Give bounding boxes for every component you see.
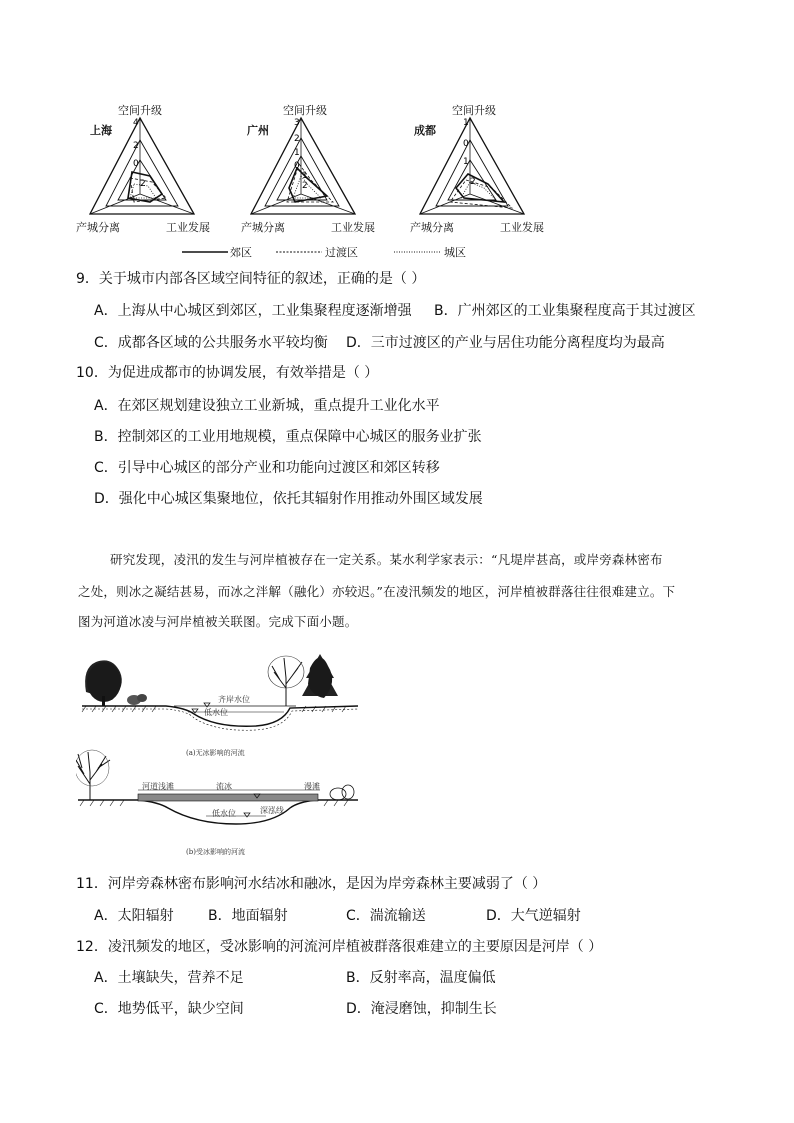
caption-a: (a)无冰影响的河流 — [186, 749, 245, 757]
label-high-water: 齐岸水位 — [218, 695, 250, 704]
axis-label-top: 空间升级 — [452, 104, 496, 117]
option-d[interactable]: D．大气逆辐射 — [486, 908, 581, 924]
axis-label-left: 产城分离 — [410, 221, 454, 234]
label-thalweg: 深泓线 — [260, 806, 284, 815]
question-stem: 12．凌汛频发的地区，受冰影响的河流河岸植被群落很难建立的主要原因是河岸（ ） — [76, 939, 603, 955]
label-drift-ice: 流冰 — [216, 782, 232, 791]
radar-chart-shanghai — [70, 98, 230, 238]
radar-chart-chengdu — [400, 98, 560, 238]
question-stem: 10．为促进成都市的协调发展，有效举措是（ ） — [76, 365, 379, 381]
label-channel-shoal: 河道浅滩 — [142, 782, 174, 791]
tick-label: 0 — [133, 159, 139, 169]
river-a-illustration — [82, 654, 358, 730]
option-c[interactable]: C．湍流输送 — [346, 908, 426, 924]
passage-line-1: 研究发现，凌汛的发生与河岸植被存在一定关系。某水利学家表示：“凡堤岸甚高，或岸旁森林密布 — [110, 552, 663, 567]
label-low-water: 低水位 — [204, 708, 228, 717]
question-stem: 9．关于城市内部各区域空间特征的叙述，正确的是（ ） — [76, 271, 426, 287]
river-figure — [76, 648, 366, 860]
tick-label: 4 — [133, 118, 139, 128]
caption-b: (b)受冰影响的河流 — [186, 848, 245, 856]
radar-plot — [235, 98, 395, 238]
tick-label: 3 — [294, 118, 300, 128]
tick-label: 1 — [294, 148, 300, 158]
axis-label-left: 产城分离 — [241, 221, 285, 234]
option-a[interactable]: A．太阳辐射 — [94, 908, 174, 924]
radar-legend — [180, 244, 540, 260]
tick-label: 2 — [140, 179, 146, 189]
tick-label: 0 — [294, 161, 300, 171]
option-c[interactable]: C．地势低平，缺少空间 — [94, 1001, 244, 1017]
legend-label-suburb: 郊区 — [230, 246, 252, 259]
legend-label-transition: 过渡区 — [325, 246, 358, 259]
radar-plot — [400, 98, 560, 238]
option-c[interactable]: C．成都各区域的公共服务水平较均衡 — [94, 335, 328, 351]
option-b[interactable]: B．控制郊区的工业用地规模，重点保障中心城区的服务业扩张 — [94, 429, 482, 445]
option-c[interactable]: C．引导中心城区的部分产业和功能向过渡区和郊区转移 — [94, 460, 440, 476]
axis-label-top: 空间升级 — [283, 104, 327, 117]
axis-label-right: 工业发展 — [500, 221, 544, 234]
option-d[interactable]: D．淹浸磨蚀，抑制生长 — [346, 1001, 497, 1017]
axis-label-left: 产城分离 — [76, 221, 120, 234]
axis-label-right: 工业发展 — [166, 221, 210, 234]
passage-line-3: 图为河道冰凌与河岸植被关联图。完成下面小题。 — [78, 614, 358, 629]
tick-label: 2 — [294, 134, 300, 144]
option-b[interactable]: B．广州郊区的工业集聚程度高于其过渡区 — [434, 303, 696, 319]
question-stem: 11．河岸旁森林密布影响河水结冰和融冰，是因为岸旁森林主要减弱了（ ） — [76, 876, 547, 892]
city-label: 成都 — [414, 124, 436, 137]
tick-label: 2 — [133, 141, 139, 151]
tick-label: 1 — [463, 157, 469, 167]
radar-plot — [70, 98, 230, 238]
tick-label: 2 — [302, 181, 308, 191]
option-a[interactable]: A．在郊区规划建设独立工业新城，重点提升工业化水平 — [94, 398, 440, 414]
option-d[interactable]: D．三市过渡区的产业与居住功能分离程度均为最高 — [346, 335, 665, 351]
axis-label-right: 工业发展 — [331, 221, 375, 234]
option-a[interactable]: A．土壤缺失，营养不足 — [94, 970, 244, 986]
tick-label: 1 — [463, 118, 469, 128]
option-d[interactable]: D．强化中心城区集聚地位，依托其辐射作用推动外围区域发展 — [94, 491, 483, 507]
legend-label-urban: 城区 — [444, 246, 466, 259]
option-b[interactable]: B．地面辐射 — [208, 908, 288, 924]
tick-label: 1 — [302, 171, 308, 181]
radar-figure — [70, 98, 550, 268]
tick-label: 2 — [470, 177, 476, 187]
label-low-water-b: 低水位 — [212, 809, 236, 818]
city-label: 广州 — [247, 124, 269, 137]
option-b[interactable]: B．反射率高，温度偏低 — [346, 970, 496, 986]
tick-label: 0 — [463, 139, 469, 149]
radar-chart-guangzhou — [235, 98, 395, 238]
passage-line-2: 之处，则冰之凝结甚易，而冰之泮解（融化）亦较迟。”在凌汛频发的地区，河岸植被群落往往很难建立。下 — [78, 584, 676, 599]
city-label: 上海 — [90, 124, 112, 137]
axis-label-top: 空间升级 — [118, 104, 162, 117]
option-a[interactable]: A．上海从中心城区到郊区，工业集聚程度逐渐增强 — [94, 303, 412, 319]
label-floodplain: 漫滩 — [304, 782, 320, 791]
